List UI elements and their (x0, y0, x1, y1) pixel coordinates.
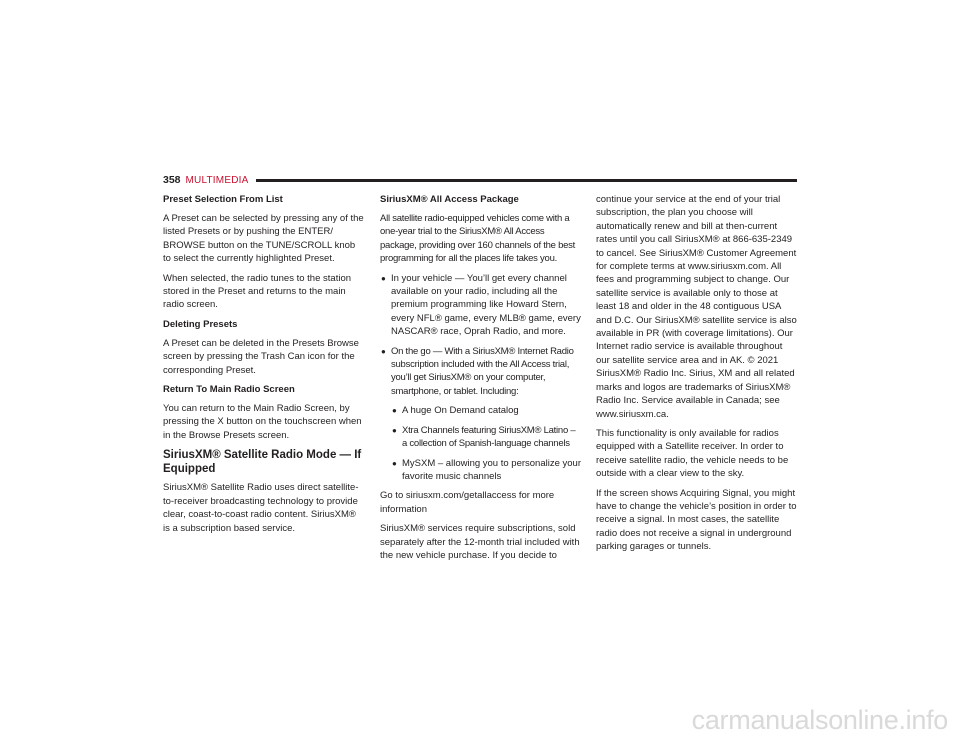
bullet-icon: ● (392, 458, 397, 468)
paragraph: SiriusXM® services require subscriptions, sold separately after the 12-month trial included with the new vehicle purchase. If you decide to (380, 523, 580, 561)
paragraph: A Preset can be selected by pressing any of the listed Presets or by pushing the ENTER/ BROWSE button on the TUNE/SCROLL knob to select the currently highlighted Preset. (163, 213, 364, 265)
list-item (380, 345, 582, 484)
list-item-text: On the go — With a SiriusXM® Internet Radio subscription included with the All Access trial, you’ll get SiriusXM® on your computer, smartphone, or tablet. Including: (391, 345, 574, 397)
page-number: 358 (163, 174, 181, 186)
heading-preset-selection: Preset Selection From List (163, 194, 283, 205)
paragraph: This functionality is only available for radios equipped with a Satellite receiver. In order to receive satellite radio, the vehicle needs to be outside with a clear view to the sky. (596, 427, 789, 480)
bullet-list (380, 272, 582, 484)
heading-deleting-presets: Deleting Presets (163, 318, 238, 330)
column-right (596, 193, 798, 560)
heading-return-main-radio: Return To Main Radio Screen (163, 384, 295, 396)
bullet-icon: ● (392, 425, 397, 435)
list-item (391, 424, 582, 451)
bullet-icon: ● (381, 346, 386, 356)
bullet-icon: ● (392, 406, 397, 416)
list-item-text: MySXM – allowing you to personalize your favorite music channels (402, 457, 582, 482)
watermark: carmanualsonline.info (691, 705, 948, 735)
list-item (380, 272, 582, 339)
paragraph: All satellite radio-equipped vehicles come with a one-year trial to the SiriusXM® All Access package, providing over 160 channels of the best programming for all the places life takes you. (380, 213, 576, 265)
sub-bullet-list (391, 404, 582, 483)
list-item (391, 404, 582, 417)
list-item-text: In your vehicle — You’ll get every channel available on your radio, including all the premium programming like Howard Stern, every NFL® game, every MLB® game, every NASCAR® race, Oprah Radio, and more. (391, 272, 581, 338)
heading-all-access: SiriusXM® All Access Package (380, 194, 519, 205)
page-header (163, 172, 797, 188)
paragraph: continue your service at the end of your trial subscription, the plan you choose will automatically renew and bill at then-current rates until you call SiriusXM® at 866-635-2349 to cancel. See SiriusXM® Customer Agreement for complete terms at www.siriusxm.com. All fees and programming subject to change. Our satellite service is available only to those at least 18 and older in the 48 contiguous USA and D.C. Our SiriusXM® satellite service is also available in PR (with coverage limitations). Our Internet radio service is available throughout our satellite service area and in AK. © 2021 SiriusXM® Radio Inc. Sirius, XM and all related marks and logos are trademarks of SiriusXM® Radio Inc. Service available in Canada; see www.siriusxm.ca. (596, 194, 797, 420)
paragraph: Go to siriusxm.com/getallaccess for more information (380, 490, 555, 515)
paragraph: You can return to the Main Radio Screen, by pressing the X button on the touchscreen when in the Browse Presets screen. (163, 403, 362, 441)
section-title: MULTIMEDIA (185, 174, 249, 186)
paragraph: When selected, the radio tunes to the station stored in the Preset and returns to the main radio screen. (163, 272, 352, 311)
list-item-text: Xtra Channels featuring SiriusXM® Latino – a collection of Spanish-language channels (402, 424, 576, 450)
header-rule (256, 179, 797, 182)
paragraph: A Preset can be deleted in the Presets Browse screen by pressing the Trash Can icon for the corresponding Preset. (163, 337, 359, 376)
bullet-icon: ● (381, 273, 386, 283)
column-middle (380, 193, 582, 568)
list-item (391, 457, 582, 484)
column-left (163, 193, 365, 541)
paragraph: If the screen shows Acquiring Signal, you might have to change the vehicle’s position in order to receive a signal. In most cases, the satellite radio does not receive a signal in underground parking garages or tunnels. (596, 487, 797, 553)
heading-siriusxm-mode: SiriusXM® Satellite Radio Mode — If Equipped (163, 449, 362, 476)
list-item-text: A huge On Demand catalog (402, 405, 519, 417)
paragraph: SiriusXM® Satellite Radio uses direct satellite-to-receiver broadcasting technology to provide clear, coast-to-coast radio content. SiriusXM® is a subscription based service. (163, 482, 359, 534)
